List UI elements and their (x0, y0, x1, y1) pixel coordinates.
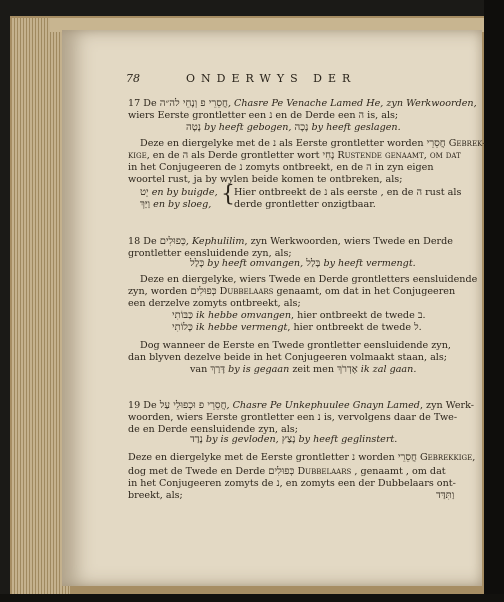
s17-example-2 (140, 199, 211, 211)
s18-para-line-3: een derzelve zomyts ontbreekt, als; (128, 298, 301, 309)
text: , hier ontbreekt de twede (291, 310, 418, 321)
s19-para-line-4: breekt, als; (128, 490, 183, 501)
translation: by heeft geglinstert. (295, 434, 398, 445)
text: worden (355, 452, 398, 463)
s19-line-3: de en Derde eensluidende zyn, als; (128, 424, 298, 435)
s17-para-line-2 (128, 150, 461, 162)
text: Deze en diergelyke met de Eerste grontletter (128, 452, 353, 463)
page-number: 78 (126, 72, 140, 85)
translation: ik hebbe omvangen (193, 310, 292, 321)
s17-para-line-4: woortel rust, ja by wylen beide komen te ontbreken, als; (128, 174, 403, 185)
hebrew-letter: נ (352, 452, 356, 463)
text: in zyn eigen (371, 162, 434, 173)
text: woorden, wiers Eerste grontletter een (128, 412, 318, 423)
hebrew-word: כְּפוּלִים (268, 466, 295, 477)
text: Dubbelaars (216, 286, 274, 297)
hebrew-letter: נ (324, 187, 328, 198)
hebrew-word: אֶדְרֹךְ (337, 364, 358, 375)
s19-para-line-2 (128, 466, 446, 478)
transliteration: , Kephulilim (185, 236, 245, 247)
text: genaamt, om dat in het Conjugeeren (273, 286, 456, 297)
text: wiers Eerste grontletter een (128, 110, 270, 121)
hebrew-word: נָדַד (190, 434, 203, 445)
s19-line-2 (128, 412, 457, 424)
hebrew-word: חֲסֵרֵי (397, 452, 417, 463)
s18-para2-line-3 (190, 364, 416, 376)
translation: en by buigde, (148, 187, 218, 198)
s18-example-1 (172, 310, 426, 322)
s18-para2-line-1: Dog wanneer de Eerste en Twede grontletter eensluidende zyn, (140, 340, 451, 351)
section-number: 17 De (128, 98, 160, 109)
hebrew-letter: ב (417, 310, 423, 321)
text: , zyn Werk- (419, 400, 474, 411)
hebrew-word: דָּרַךְ (210, 364, 226, 375)
right-background (484, 0, 504, 602)
hebrew-letter: נ (269, 110, 273, 121)
hebrew-word: כָּלוֹתִי (172, 322, 193, 333)
bottom-background (0, 594, 504, 602)
s17-line-2 (128, 110, 398, 122)
translation: en by sloeg, (150, 199, 212, 210)
s17-para-line-3 (128, 162, 434, 174)
s18-example-2 (172, 322, 422, 334)
text: , Chasre Pe Venache Lamed He, zyn Werkwoorden, (227, 98, 477, 109)
s17-para-line-1 (140, 138, 486, 150)
translation: by heeft geslagen. (308, 122, 401, 133)
translation: ik hebbe vermengt (192, 322, 288, 333)
hebrew-word: נָכָה (294, 122, 309, 133)
hebrew-letter: ה (358, 110, 365, 121)
s18-line-3 (190, 258, 416, 270)
text: , hier ontbreekt de twede (287, 322, 415, 333)
hebrew-letter: ל (414, 322, 419, 333)
s18-line-2: grontletter eensluidende zyn, als; (128, 248, 292, 259)
hebrew-term: חֲסֵרֵי פ וּכְפוּלֵי עַל (159, 400, 227, 411)
text: als Eerste grontletter worden (276, 138, 427, 149)
hebrew-letter: ה (366, 162, 372, 173)
text: Dubbelaars (294, 466, 352, 477)
text: Hier ontbreekt de (234, 187, 325, 198)
hebrew-word: כָּלַל (190, 258, 205, 269)
translation: ik zal gaan. (357, 364, 417, 375)
s19-line-1 (128, 400, 474, 412)
s17-line-3 (186, 122, 401, 134)
s19-catchword: וַתִּדַּד (436, 490, 455, 501)
text: zomyts ontbreekt, en de (242, 162, 367, 173)
text: Gebrek- (445, 138, 486, 149)
hebrew-term: חֲסֵרֵי פ וְנָחֵי לה״ה (159, 98, 228, 109)
transliteration: , Chasre Pe Unkephuulee Gnayn Lamed (226, 400, 420, 411)
s18-para2-line-2: dan blyven dezelve beide in het Conjugeeren volmaakt staan, als; (128, 352, 448, 363)
text: is, als; (364, 110, 399, 121)
text: . (422, 310, 426, 321)
s19-line-4 (190, 434, 397, 446)
text: zeit men (289, 364, 338, 375)
hebrew-word: חֲסֵרֵי (426, 138, 446, 149)
translation: by is gegaan (225, 364, 290, 375)
s19-para-line-3 (128, 478, 456, 490)
text: als eerste , en de (327, 187, 417, 198)
hebrew-word: נָצַץ (281, 434, 296, 445)
s17-note-2: derde grontletter onzigtbaar. (234, 199, 376, 210)
text: van (190, 364, 211, 375)
text: zyn, worden (128, 286, 191, 297)
hebrew-word: כְּפוּלִים (190, 286, 217, 297)
section-number: 18 De (128, 236, 160, 247)
text: in het Conjugeeren zomyts de (128, 478, 277, 489)
translation: by heeft gebogen, (201, 122, 295, 133)
s17-line-1 (128, 98, 477, 110)
hebrew-word: וַיַּךְ (140, 199, 151, 210)
translation: by is gevloden, (202, 434, 282, 445)
text: , en zomyts een der Dubbelaars ont- (279, 478, 456, 489)
text: , en de (146, 150, 183, 161)
hebrew-word: כַּבּוֹתִי (172, 310, 193, 321)
hebrew-letter: נ (276, 478, 280, 489)
text: , genaamt , om dat (351, 466, 446, 477)
text: en de Derde een (272, 110, 359, 121)
hebrew-letter: נ (317, 412, 321, 423)
section-number: 19 De (128, 400, 160, 411)
hebrew-term: כְּפוּלִים (159, 236, 186, 247)
translation: by heeft vermengt. (320, 258, 416, 269)
text: als Derde grontletter wort (188, 150, 323, 161)
text: Gebrekkige, (416, 452, 476, 463)
text: in het Conjugeeren de (128, 162, 240, 173)
text: dog met de Twede en Derde (128, 466, 269, 477)
hebrew-word: נָחִי (322, 150, 335, 161)
text: Deze en diergelyke met de (140, 138, 273, 149)
s17-example-1 (140, 187, 218, 199)
s19-para-line-1 (128, 452, 475, 464)
text: Rustende genaamt, om dat (334, 150, 461, 161)
hebrew-word: בָּלַל (306, 258, 321, 269)
text: , zyn Werkwoorden, wiers Twede en Derde (244, 236, 453, 247)
translation: by heeft omvangen, (204, 258, 307, 269)
running-head: ONDERWYS DER (186, 72, 357, 85)
s17-note-1 (234, 187, 461, 199)
s18-line-1 (128, 236, 453, 248)
hebrew-word: נָטָה (186, 122, 202, 133)
text: kige (128, 150, 147, 161)
text: . (418, 322, 422, 333)
hebrew-word: יֵט (140, 187, 149, 198)
hebrew-letter: ה (416, 187, 423, 198)
hebrew-letter: נ (239, 162, 243, 173)
curly-brace: { (221, 182, 235, 207)
s18-para-line-1: Deze en diergelyke, wiers Twede en Derde grontletters eensluidende (140, 274, 478, 285)
hebrew-letter: נ (272, 138, 277, 149)
text: is, vervolgens daar de Twe- (320, 412, 458, 423)
text: rust als (422, 187, 462, 198)
s18-para-line-2 (128, 286, 455, 298)
hebrew-letter: ה (182, 150, 189, 161)
